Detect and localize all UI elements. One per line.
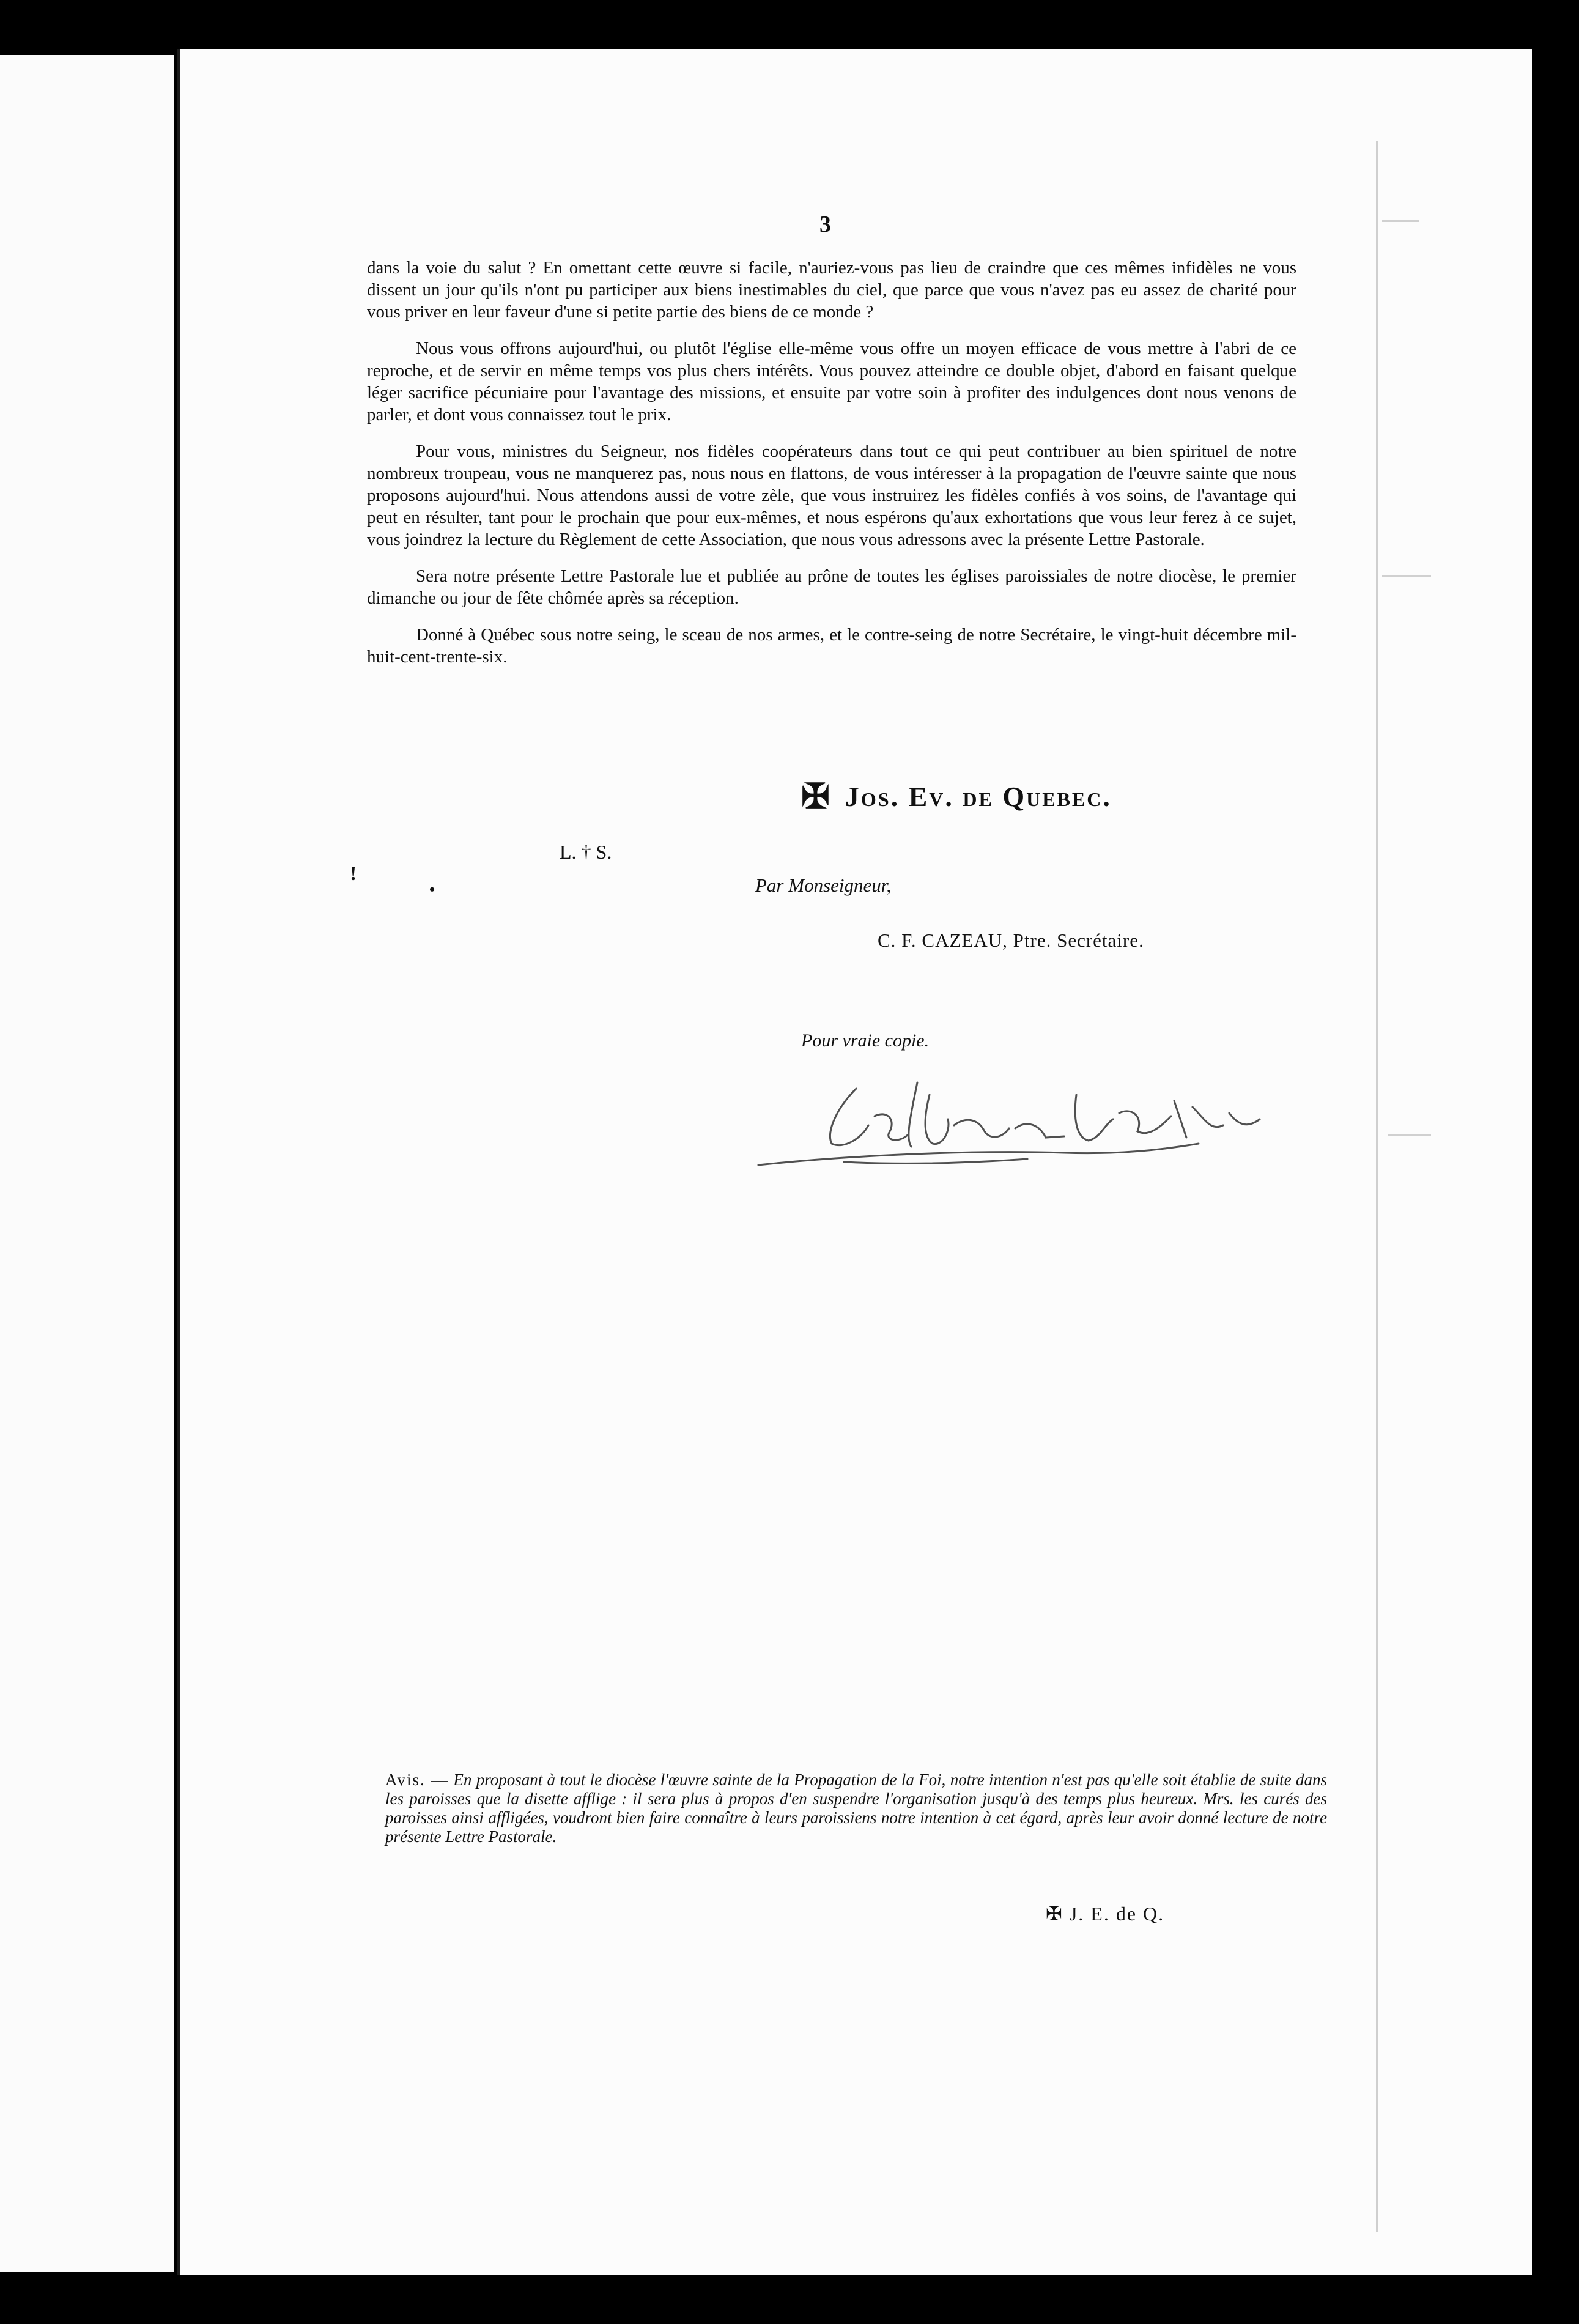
margin-tick bbox=[1382, 220, 1419, 222]
page-left-edge bbox=[177, 49, 180, 2275]
cross-icon: ✠ bbox=[801, 778, 832, 816]
handwritten-signature bbox=[722, 1058, 1296, 1180]
left-page-margin bbox=[0, 55, 174, 2272]
secretary-signature: C. F. CAZEAU, Ptre. Secrétaire. bbox=[878, 930, 1144, 951]
paragraph: Pour vous, ministres du Seigneur, nos fidèles coopérateurs dans tout ce qui peut contribuer au bien spirituel de notre nombreux troupeau, vous ne manquerez pas, nous nous en flattons, de vous intéresser à la propagation de l'œuvre sainte que nous proposons aujourd'hui. Nous attendons aussi de votre zèle, que vous instruirez les fidèles confiés à vos soins, de l'avantage qui peut en résulter, tant pour le prochain que pour eux-mêmes, et nous espérons qu'aux exhortations que vous leur ferez à ce sujet, vous joindrez la lecture du Règlement de cette Association, que nous vous adressons avec la présente Lettre Pastorale. bbox=[367, 442, 1296, 549]
paragraph: Nous vous offrons aujourd'hui, ou plutôt l'église elle-même vous offre un moyen efficace de vous mettre à l'abri de ce reproche, et de servir en même temps vos plus chers intérêts. Vous pouvez atteindre ce double objet, d'abord en faisant quelque léger sacrifice pécuniaire pour l'avantage des missions, et ensuite par votre soin à profiter des indulgences dont nous venons de parler, et dont vous connaissez tout le prix. bbox=[367, 339, 1296, 424]
notice-text: En proposant à tout le diocèse l'œuvre sainte de la Propagation de la Foi, notre intention n'est pas qu'elle soit établie de suite dans les paroisses que la disette afflige : il sera plus à propos d'en suspendre l'organisation jusqu'à des temps plus heureux. Mrs. les curés des paroisses ainsi affligées, voudront bien faire connaître à leurs paroissiens notre intention à cet égard, après leur avoir donné lecture de notre présente Lettre Pastorale. bbox=[385, 1771, 1327, 1846]
stray-mark: ! bbox=[350, 862, 357, 885]
letter-body bbox=[367, 257, 1296, 683]
page-number: 3 bbox=[819, 212, 831, 237]
page-fold-line bbox=[1376, 141, 1378, 2232]
bishop-name: Jos. Ev. de Quebec. bbox=[845, 781, 1112, 812]
copy-note: Pour vraie copie. bbox=[801, 1031, 930, 1051]
paragraph: Donné à Québec sous notre seing, le sceau de nos armes, et le contre-seing de notre Secrétaire, le vingt-huit décembre mil-huit-cent-trente-six. bbox=[367, 625, 1296, 667]
notice-paragraph bbox=[385, 1771, 1327, 1846]
margin-tick bbox=[1382, 575, 1431, 577]
seal-notation: L. † S. bbox=[560, 841, 612, 863]
paragraph: dans la voie du salut ? En omettant cette œuvre si facile, n'auriez-vous pas lieu de craindre que ces mêmes infidèles ne vous dissent un jour qu'ils n'ont pu participer aux biens inestimables du ciel, que parce que vous n'avez pas eu assez de charité pour vous priver en leur faveur d'une si petite partie des biens de ce monde ? bbox=[367, 258, 1296, 322]
stray-mark: • bbox=[429, 881, 435, 898]
margin-tick bbox=[1388, 1134, 1431, 1136]
bishop-initials: ✠ J. E. de Q. bbox=[1046, 1903, 1165, 1925]
bishop-signature bbox=[801, 777, 1112, 816]
notice-lead: Avis. — bbox=[385, 1771, 449, 1789]
par-monseigneur: Par Monseigneur, bbox=[755, 875, 892, 896]
paragraph: Sera notre présente Lettre Pastorale lue et publiée au prône de toutes les églises paroissiales de notre diocèse, le premier dimanche ou jour de fête chômée après sa réception. bbox=[367, 566, 1296, 608]
